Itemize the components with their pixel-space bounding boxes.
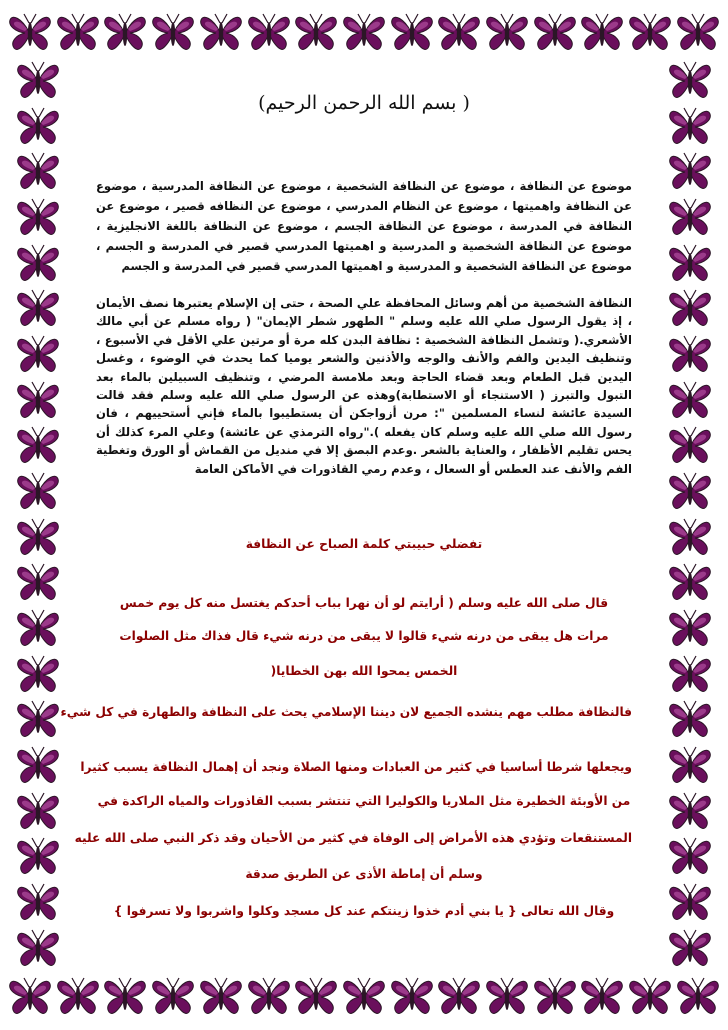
purple-butterfly-icon <box>390 976 434 1016</box>
hadith-line-3: الخمس يمحوا الله بهن الخطايا( <box>270 664 458 678</box>
purple-butterfly-icon <box>16 288 60 328</box>
purple-butterfly-icon <box>668 60 712 100</box>
purple-butterfly-icon <box>103 12 147 52</box>
purple-butterfly-icon <box>56 976 100 1016</box>
purple-butterfly-icon <box>668 608 712 648</box>
purple-butterfly-icon <box>16 791 60 831</box>
purple-butterfly-icon <box>247 976 291 1016</box>
purple-butterfly-icon <box>8 12 52 52</box>
purple-butterfly-icon <box>580 976 624 1016</box>
purple-butterfly-icon <box>668 517 712 557</box>
purple-butterfly-icon <box>668 836 712 876</box>
topics-paragraph: موضوع عن النظافة ، موضوع عن النظافة الشخصية ، موضوع عن النظافة المدرسية ، موضوع عن النظافة واهميتها ، موضوع عن النظام المدرسي ، موضوع عن النظافه قصير ، موضوع عن النظافة في المدرسة ، موضوع عن النظافة الجسم ، موضوع عن النظافة باللغة الانجليزية ، موضوع عن النظافة الشخصية و المدرسية و اهميتها المدرسي قصير في المدرسة و الجسم ، موضوع عن النظافة الشخصية و المدرسية و اهميتها المدرسي قصير في المدرسة و الجسم <box>96 179 632 273</box>
right-butterfly-border <box>666 60 714 968</box>
speech-intro-line: تفضلي حبيبتي كلمة الصباح عن النظافة <box>245 537 483 551</box>
purple-butterfly-icon <box>16 836 60 876</box>
hadith-line-1: قال صلى الله عليه وسلم ( أرايتم لو أن نهرا بباب أحدكم يغتسل منه كل يوم خمس <box>119 596 609 610</box>
purple-butterfly-icon <box>533 976 577 1016</box>
purple-butterfly-icon <box>199 12 243 52</box>
purple-butterfly-icon <box>247 12 291 52</box>
purple-butterfly-icon <box>16 60 60 100</box>
purple-butterfly-icon <box>668 699 712 739</box>
purple-butterfly-icon <box>668 334 712 374</box>
purple-butterfly-icon <box>199 976 243 1016</box>
purple-butterfly-icon <box>437 976 481 1016</box>
purple-butterfly-icon <box>437 12 481 52</box>
purple-butterfly-icon <box>485 976 529 1016</box>
document-body <box>60 80 632 960</box>
body-line-5: وسلم أن إماطة الأذى عن الطريق صدقة <box>245 867 483 881</box>
purple-butterfly-icon <box>668 106 712 146</box>
purple-butterfly-icon <box>390 12 434 52</box>
purple-butterfly-icon <box>628 976 672 1016</box>
purple-butterfly-icon <box>668 471 712 511</box>
purple-butterfly-icon <box>16 334 60 374</box>
purple-butterfly-icon <box>16 380 60 420</box>
purple-butterfly-icon <box>16 882 60 922</box>
left-butterfly-border <box>14 60 62 968</box>
purple-butterfly-icon <box>668 151 712 191</box>
purple-butterfly-icon <box>668 882 712 922</box>
purple-butterfly-icon <box>16 197 60 237</box>
purple-butterfly-icon <box>16 562 60 602</box>
body-line-1: فالنظافة مطلب مهم ينشده الجميع لان ديننا الإسلامي يحث على النظافة والطهارة في كل شيء <box>60 705 632 719</box>
top-butterfly-border <box>8 12 720 56</box>
purple-butterfly-icon <box>151 976 195 1016</box>
purple-butterfly-icon <box>668 288 712 328</box>
hadith-line-2: مرات هل يبقى من درنه شيء قالوا لا يبقى من درنه شيء قال فذاك مثل الصلوات <box>119 629 609 643</box>
bottom-butterfly-border <box>8 976 720 1020</box>
purple-butterfly-icon <box>668 425 712 465</box>
purple-butterfly-icon <box>533 12 577 52</box>
purple-butterfly-icon <box>668 745 712 785</box>
purple-butterfly-icon <box>668 380 712 420</box>
purple-butterfly-icon <box>668 243 712 283</box>
purple-butterfly-icon <box>294 12 338 52</box>
purple-butterfly-icon <box>668 928 712 968</box>
basmala-heading: ( بسم الله الرحمن الرحيم) <box>258 92 470 114</box>
purple-butterfly-icon <box>676 976 720 1016</box>
purple-butterfly-icon <box>676 12 720 52</box>
purple-butterfly-icon <box>16 425 60 465</box>
purple-butterfly-icon <box>56 12 100 52</box>
purple-butterfly-icon <box>16 151 60 191</box>
purple-butterfly-icon <box>16 745 60 785</box>
purple-butterfly-icon <box>16 471 60 511</box>
body-line-3: من الأوبئة الخطيرة مثل الملاريا والكوليرا التي تنتشر بسبب القاذورات والمياه الراكدة في <box>97 794 631 808</box>
purple-butterfly-icon <box>16 699 60 739</box>
quran-verse-line: وقال الله تعالى { يا بني أدم خذوا زينتكم عند كل مسجد وكلوا واشربوا ولا تسرفوا } <box>113 904 615 918</box>
purple-butterfly-icon <box>16 654 60 694</box>
body-line-2: ويجعلها شرطا أساسيا في كثير من العبادات ومنها الصلاة ونجد أن إهمال النظافة يسبب كثيرا <box>80 760 632 774</box>
purple-butterfly-icon <box>668 562 712 602</box>
purple-butterfly-icon <box>485 12 529 52</box>
purple-butterfly-icon <box>628 12 672 52</box>
purple-butterfly-icon <box>342 12 386 52</box>
purple-butterfly-icon <box>342 976 386 1016</box>
purple-butterfly-icon <box>668 791 712 831</box>
purple-butterfly-icon <box>580 12 624 52</box>
purple-butterfly-icon <box>8 976 52 1016</box>
purple-butterfly-icon <box>668 197 712 237</box>
purple-butterfly-icon <box>151 12 195 52</box>
purple-butterfly-icon <box>16 517 60 557</box>
purple-butterfly-icon <box>16 243 60 283</box>
purple-butterfly-icon <box>16 106 60 146</box>
purple-butterfly-icon <box>668 654 712 694</box>
purple-butterfly-icon <box>16 928 60 968</box>
purple-butterfly-icon <box>16 608 60 648</box>
body-line-4: المستنقعات وتؤدي هذه الأمراض إلى الوفاة في كثير من الأحيان وقد ذكر النبي صلى الله عليه <box>74 831 632 845</box>
purple-butterfly-icon <box>294 976 338 1016</box>
main-paragraph: النظافة الشخصية من أهم وسائل المحافظة علي الصحة ، حتى إن الإسلام يعتبرها نصف الأيمان ، إذ يقول الرسول صلي الله عليه وسلم " الطهور شطر الإيمان" ( رواه مسلم عن أبي مالك الأشعري.( وتشمل النظافة الشخصية : نظافة البدن كله مرة أو مرتين علي الأقل في الأسبوع ، وتنظيف اليدين والفم والأنف والوجه والأذنين والشعر يوميا كما يحدث في الوضوء ، وغسل اليدين قبل الطعام وبعد قضاء الحاجة وبعد ملامسة المرضي ، وتنظيف السبيلين بالماء بعد التبول والتبرز ( الاستنجاء أو الاستطابة)وهذه عن الرسول صلي الله عليه وسلم فقد قالت السيدة عائشة لنساء المسلمين ": مرن أزواجكن أن يستطيبوا بالماء فإني أستحييهم ، فان رسول الله صلي الله عليه وسلم كان يفعله )."رواه الترمذي عن عائشة) وعلي المرء كذلك أن يحس تقليم الأظفار ، والعناية بالشعر .وعدم البصق إلا في منديل من القماش أو الورق وتغطية الفم والأنف عند العطس أو السعال ، وعدم رمي القاذورات في الأماكن العامة <box>96 296 632 476</box>
purple-butterfly-icon <box>103 976 147 1016</box>
